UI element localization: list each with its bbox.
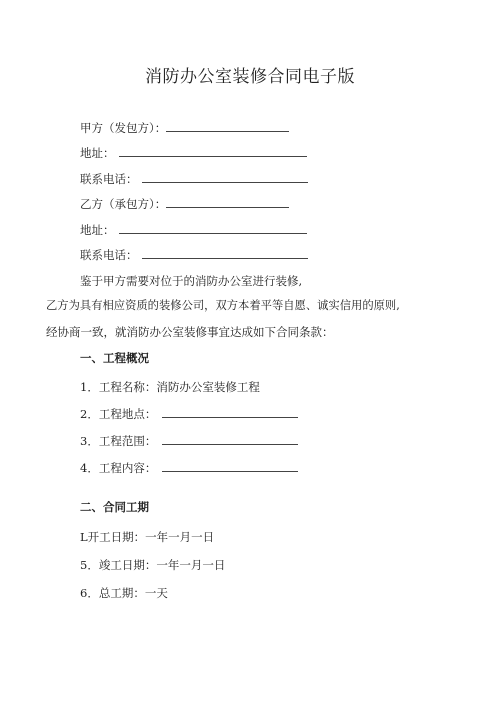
section-2-item-1: L开工日期：一年一月一日: [80, 530, 215, 544]
party-b-address-line: [80, 223, 307, 237]
section-2-item-2: 5．竣工日期：一年一月一日: [80, 558, 226, 572]
section-2-heading: 二、合同工期: [80, 500, 149, 514]
party-a-address-blank: [119, 146, 307, 157]
party-a-phone-line: [80, 172, 308, 186]
section-1-heading: 一、工程概况: [80, 351, 149, 365]
party-a-label: 甲方（发包方）：: [80, 121, 167, 135]
project-scope-blank: [162, 434, 298, 445]
project-location-blank: [162, 407, 298, 418]
preamble-line-2: 乙方为具有相应资质的装修公司，双方本着平等自愿、诚实信用的原则,: [46, 299, 400, 312]
section-1-item-4: [80, 461, 298, 475]
section-1-item-2-label: 2．工程地点：: [80, 407, 157, 421]
party-b-label: 乙方（承包方）：: [80, 197, 167, 211]
party-b-phone-blank: [142, 248, 308, 259]
section-1-item-3: [80, 434, 298, 448]
party-b-phone-label: 联系电话：: [80, 248, 138, 262]
party-a-line: [80, 121, 289, 135]
party-a-blank: [166, 121, 289, 132]
preamble-line-3: 经协商一致，就消防办公室装修事宜达成如下合同条款：: [46, 325, 334, 339]
party-b-phone-line: [80, 248, 308, 262]
project-content-blank: [162, 461, 298, 472]
section-1-item-4-label: 4．工程内容：: [80, 461, 157, 475]
party-a-address-line: [80, 146, 307, 160]
party-a-address-label: 地址：: [80, 146, 115, 160]
party-b-address-blank: [119, 223, 307, 234]
section-1-item-3-label: 3．工程范围：: [80, 434, 157, 448]
party-a-phone-blank: [142, 172, 308, 183]
section-1-item-2: [80, 407, 298, 421]
party-a-phone-label: 联系电话：: [80, 172, 138, 186]
section-1-item-1: 1．工程名称：消防办公室装修工程: [80, 380, 260, 394]
document-title: 消防办公室装修合同电子版: [145, 67, 355, 87]
party-b-blank: [166, 197, 289, 208]
preamble-line-1: 鉴于甲方需要对位于的消防办公室进行装修,: [80, 274, 303, 288]
section-2-item-3: 6．总工期：一天: [80, 586, 168, 600]
party-b-address-label: 地址：: [80, 223, 115, 237]
party-b-line: [80, 197, 289, 211]
